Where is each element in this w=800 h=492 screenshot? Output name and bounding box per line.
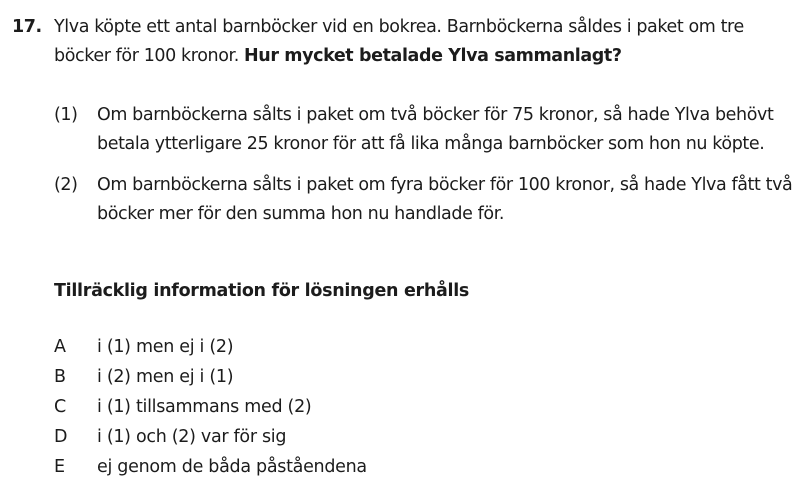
option-a[interactable] [54,332,367,362]
question-text [54,13,792,71]
option-e[interactable] [54,452,367,482]
question-text-plain: Ylva köpte ett antal barnböcker vid en bokrea. Barnböckerna såldes i paket om tre böcker för 100 kronor. [54,17,744,66]
question [12,13,792,71]
option-b[interactable] [54,362,367,392]
option-text: i (1) och (2) var för sig [97,427,287,447]
statement-label: (2) [54,175,78,195]
statement-2 [54,171,794,229]
statement-text: Om barnböckerna sålts i paket om två böcker för 75 kronor, så hade Ylva behövt betala ytterligare 25 kronor för att få lika många barnböcker som hon nu köpte. [97,105,774,154]
question-text-bold: Hur mycket betalade Ylva sammanlagt? [244,46,622,66]
statement-label: (1) [54,105,78,125]
option-letter: D [54,427,68,447]
statement-1 [54,101,794,159]
option-letter: E [54,457,65,477]
option-letter: C [54,397,66,417]
option-text: ej genom de båda påståendena [97,457,367,477]
option-d[interactable] [54,422,367,452]
option-text: i (1) tillsammans med (2) [97,397,312,417]
question-number: 17. [12,17,42,37]
option-letter: A [54,337,66,357]
option-text: i (2) men ej i (1) [97,367,234,387]
instruction-heading: Tillräcklig information för lösningen erhålls [54,281,470,301]
option-letter: B [54,367,66,387]
statement-text: Om barnböckerna sålts i paket om fyra böcker för 100 kronor, så hade Ylva fått två böcker mer för den summa hon nu handlade för. [97,175,793,224]
option-c[interactable] [54,392,367,422]
option-text: i (1) men ej i (2) [97,337,234,357]
answer-options [54,332,367,482]
